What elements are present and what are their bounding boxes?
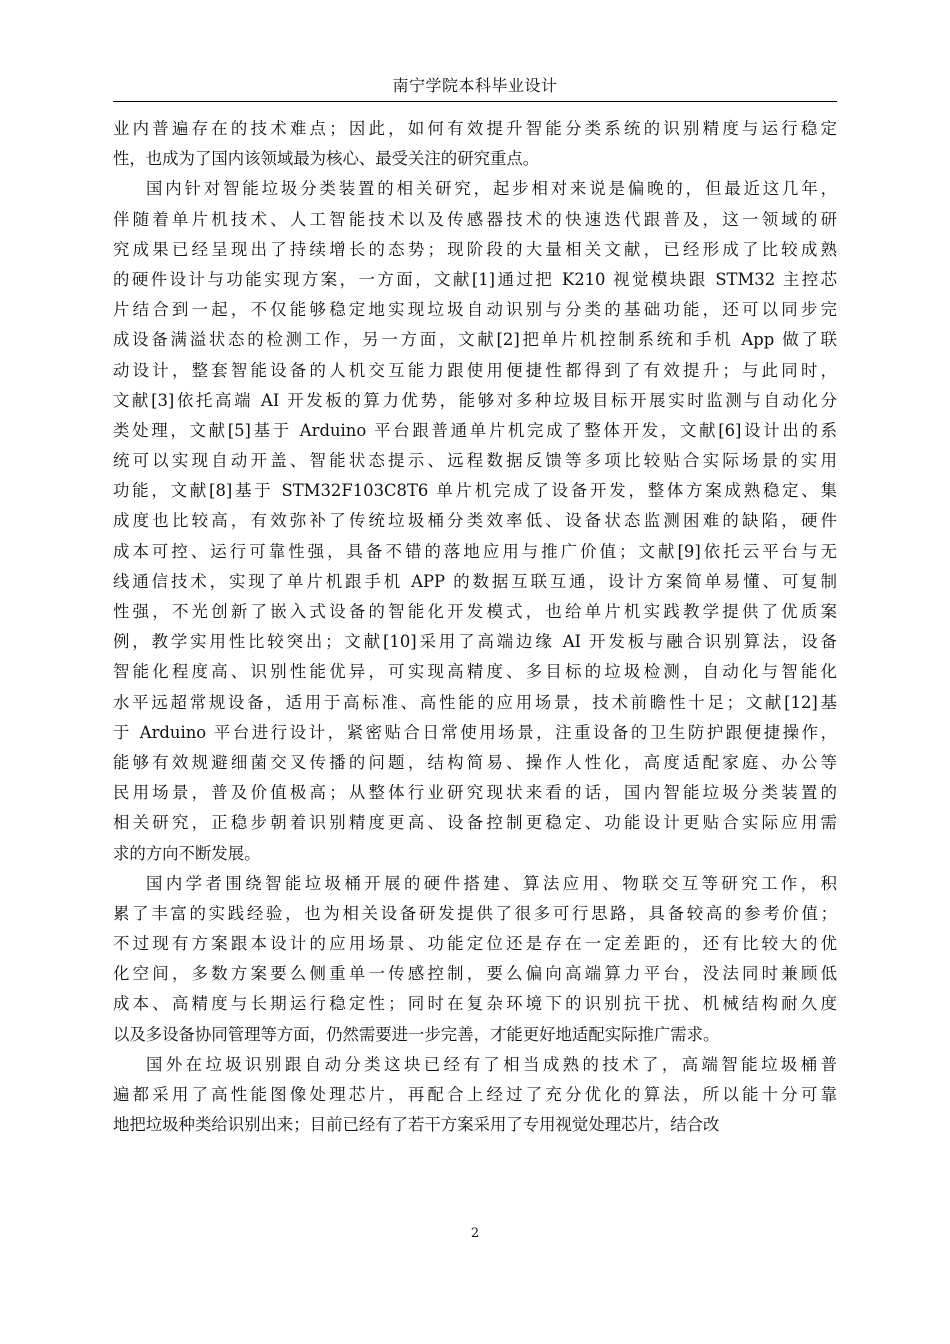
text-line: 水平远超常规设备，适用于高标准、高性能的应用场景，技术前瞻性十足；文献[12]基 <box>113 692 837 712</box>
text-line: 智能化程度高、识别性能优异，可实现高精度、多目标的垃圾检测，自动化与智能化 <box>113 662 837 682</box>
text-line: 片结合到一起，不仅能够稳定地实现垃圾自动识别与分类的基础功能，还可以同步完 <box>113 300 837 320</box>
text-line: 业内普遍存在的技术难点；因此，如何有效提升智能分类系统的识别精度与运行稳定 <box>113 119 837 138</box>
text-line: 国外在垃圾识别跟自动分类这块已经有了相当成熟的技术了，高端智能垃圾桶普 <box>146 1054 837 1074</box>
text-line: 相关研究，正稳步朝着识别精度更高、设备控制更稳定、功能设计更贴合实际应用需 <box>113 813 837 833</box>
header-divider <box>113 101 837 102</box>
text-line: 以及多设备协同管理等方面，仍然需要进一步完善，才能更好地适配实际推广需求。 <box>113 1024 720 1044</box>
text-line: 成度也比较高，有效弥补了传统垃圾桶分类效率低、设备状态监测困难的缺陷，硬件 <box>113 511 837 531</box>
text-line: 累了丰富的实践经验，也为相关设备研发提供了很多可行思路，具备较高的参考价值； <box>113 903 837 923</box>
page-number: 2 <box>470 1226 480 1241</box>
text-line: 能够有效规避细菌交叉传播的问题，结构简易、操作人性化，高度适配家庭、办公等 <box>113 752 837 772</box>
text-line: 动设计，整套智能设备的人机交互能力跟使用便捷性都得到了有效提升；与此同时， <box>113 360 837 380</box>
running-header: 南宁学院本科毕业设计 <box>392 76 558 95</box>
text-line: 的硬件设计与功能实现方案，一方面，文献[1]通过把 K210 视觉模块跟 STM32 主控芯 <box>113 269 837 289</box>
text-line: 成设备满溢状态的检测工作，另一方面，文献[2]把单片机控制系统和手机 App 做了联 <box>113 330 837 350</box>
text-line: 性强，不光创新了嵌入式设备的智能化开发模式，也给单片机实践教学提供了优质案 <box>113 602 837 621</box>
text-line: 文献[3]依托高端 AI 开发板的算力优势，能够对多种垃圾目标开展实时监测与自动化分 <box>113 390 837 410</box>
paragraph <box>113 869 837 1050</box>
text-line: 化空间，多数方案要么侧重单一传感控制，要么偏向高端算力平台，没法同时兼顾低 <box>113 964 837 984</box>
text-line: 不过现有方案跟本设计的应用场景、功能定位还是存在一定差距的，还有比较大的优 <box>113 934 837 954</box>
text-line: 国内针对智能垃圾分类装置的相关研究，起步相对来说是偏晚的，但最近这几年， <box>146 179 837 199</box>
text-line: 例，教学实用性比较突出；文献[10]采用了高端边缘 AI 开发板与融合识别算法，设备 <box>113 632 837 652</box>
paragraph <box>113 1050 837 1141</box>
text-line: 成本可控、运行可靠性强，具备不错的落地应用与推广价值；文献[9]依托云平台与无 <box>113 541 837 561</box>
text-line: 求的方向不断发展。 <box>113 843 261 863</box>
paragraph <box>113 174 837 868</box>
text-line: 遍都采用了高性能图像处理芯片，再配合上经过了充分优化的算法，所以能十分可靠 <box>113 1085 837 1104</box>
text-line: 于 Arduino 平台进行设计，紧密贴合日常使用场景，注重设备的卫生防护跟便捷操作， <box>113 722 837 742</box>
text-line: 地把垃圾种类给识别出来；目前已经有了若干方案采用了专用视觉处理芯片，结合改 <box>113 1115 720 1135</box>
text-line: 功能，文献[8]基于 STM32F103C8T6 单片机完成了设备开发，整体方案成熟稳定、集 <box>113 481 837 501</box>
text-line: 究成果已经呈现出了持续增长的态势；现阶段的大量相关文献，已经形成了比较成熟 <box>113 239 837 259</box>
paragraph <box>113 114 837 174</box>
text-line: 统可以实现自动开盖、智能状态提示、远程数据反馈等多项比较贴合实际场景的实用 <box>113 451 837 471</box>
text-line: 成本、高精度与长期运行稳定性；同时在复杂环境下的识别抗干扰、机械结构耐久度 <box>113 994 837 1014</box>
text-line: 伴随着单片机技术、人工智能技术以及传感器技术的快速迭代跟普及，这一领域的研 <box>113 209 837 229</box>
text-line: 民用场景，普及价值极高；从整体行业研究现状来看的话，国内智能垃圾分类装置的 <box>113 783 837 803</box>
text-line: 国内学者围绕智能垃圾桶开展的硬件搭建、算法应用、物联交互等研究工作，积 <box>146 873 837 893</box>
text-line: 性，也成为了国内该领域最为核心、最受关注的研究重点。 <box>113 149 540 169</box>
text-line: 线通信技术，实现了单片机跟手机 APP 的数据互联互通，设计方案简单易懂、可复制 <box>113 571 837 591</box>
body-text <box>113 114 837 1140</box>
text-line: 类处理，文献[5]基于 Arduino 平台跟普通单片机完成了整体开发，文献[6]设计出的系 <box>113 420 837 440</box>
